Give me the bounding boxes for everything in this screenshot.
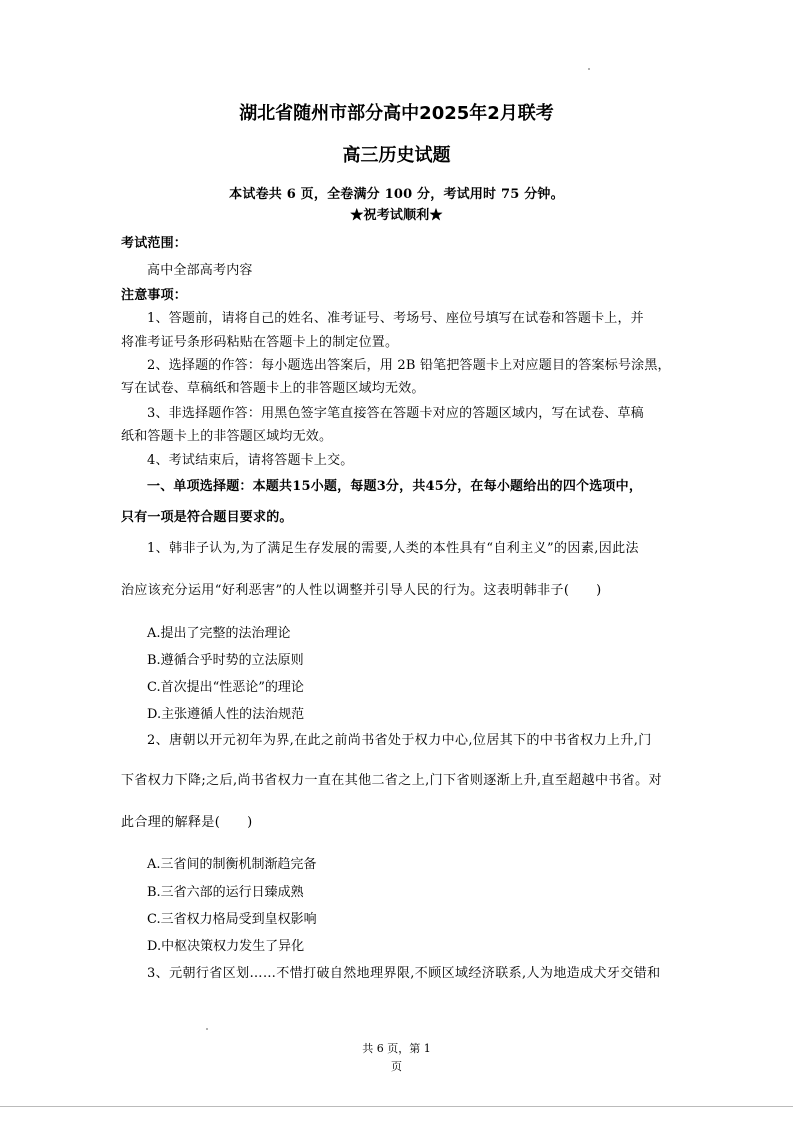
page-bottom-rule	[0, 1106, 793, 1107]
good-luck-line: ★祝考试顺利★	[350, 208, 443, 223]
note-4: 4、考试结束后，请将答题卡上交。	[147, 453, 354, 468]
notes-label: 注意事项：	[121, 288, 188, 303]
question-1-line-2: 治应该充分运用“好利恶害”的人性以调整并引导人民的行为。这表明韩非子( )	[121, 583, 602, 598]
question-2-option-b: B.三省六部的运行日臻成熟	[147, 885, 304, 900]
question-2-line-2: 下省权力下降;之后,尚书省权力一直在其他二省之上,门下省则逐渐上升,直至超越中书省。对	[121, 773, 662, 788]
note-3-line-2: 纸和答题卡上的非答题区域均无效。	[121, 429, 333, 444]
section-heading-line-2: 只有一项是符合题目要求的。	[121, 510, 293, 525]
question-2-line-1: 2、唐朝以开元初年为界,在此之前尚书省处于权力中心,位居其下的中书省权力上升,门	[147, 733, 652, 748]
note-2-line-1: 2、选择题的作答：每小题选出答案后，用 2B 铅笔把答题卡上对应题目的答案标号涂黑，	[147, 358, 671, 373]
note-2-line-2: 写在试卷、草稿纸和答题卡上的非答题区域均无效。	[121, 381, 425, 396]
scope-label: 考试范围：	[121, 236, 188, 251]
section-heading-line-1: 一、单项选择题：本题共15小题，每题3分，共45分，在每小题给出的四个选项中，	[147, 479, 643, 494]
question-2-option-d: D.中枢决策权力发生了异化	[147, 939, 305, 954]
scope-content: 高中全部高考内容	[147, 263, 253, 278]
note-3-line-1: 3、非选择题作答：用黑色签字笔直接答在答题卡对应的答题区域内，写在试卷、草稿	[147, 406, 644, 421]
exam-subtitle: 高三历史试题	[342, 145, 451, 166]
question-1-option-b: B.遵循合乎时势的立法原则	[147, 653, 304, 668]
page-speck	[588, 68, 590, 70]
question-2-line-3: 此合理的解释是( )	[121, 815, 253, 830]
question-1-option-c: C.首次提出“性恶论”的理论	[147, 680, 304, 695]
question-1-line-1: 1、韩非子认为,为了满足生存发展的需要,人类的本性具有“自利主义”的因素,因此法	[147, 541, 639, 556]
page-speck	[206, 1028, 208, 1030]
exam-info: 本试卷共 6 页，全卷满分 100 分，考试用时 75 分钟。	[229, 187, 564, 202]
footer-page-suffix: 页	[391, 1060, 402, 1073]
exam-title: 湖北省随州市部分高中2025年2月联考	[239, 103, 554, 124]
question-3-line-1: 3、元朝行省区划……不惜打破自然地理界限,不顾区域经济联系,人为地造成犬牙交错和	[147, 966, 661, 981]
question-1-option-a: A.提出了完整的法治理论	[147, 626, 291, 641]
question-2-option-c: C.三省权力格局受到皇权影响	[147, 912, 317, 927]
note-1-line-2: 将准考证号条形码粘贴在答题卡上的制定位置。	[121, 335, 399, 350]
footer-page-count: 共 6 页，第 1	[362, 1042, 431, 1055]
question-1-option-d: D.主张遵循人性的法治规范	[147, 707, 305, 722]
note-1-line-1: 1、答题前，请将自己的姓名、准考证号、考场号、座位号填写在试卷和答题卡上，并	[147, 311, 644, 326]
question-2-option-a: A.三省间的制衡机制渐趋完备	[147, 857, 317, 872]
